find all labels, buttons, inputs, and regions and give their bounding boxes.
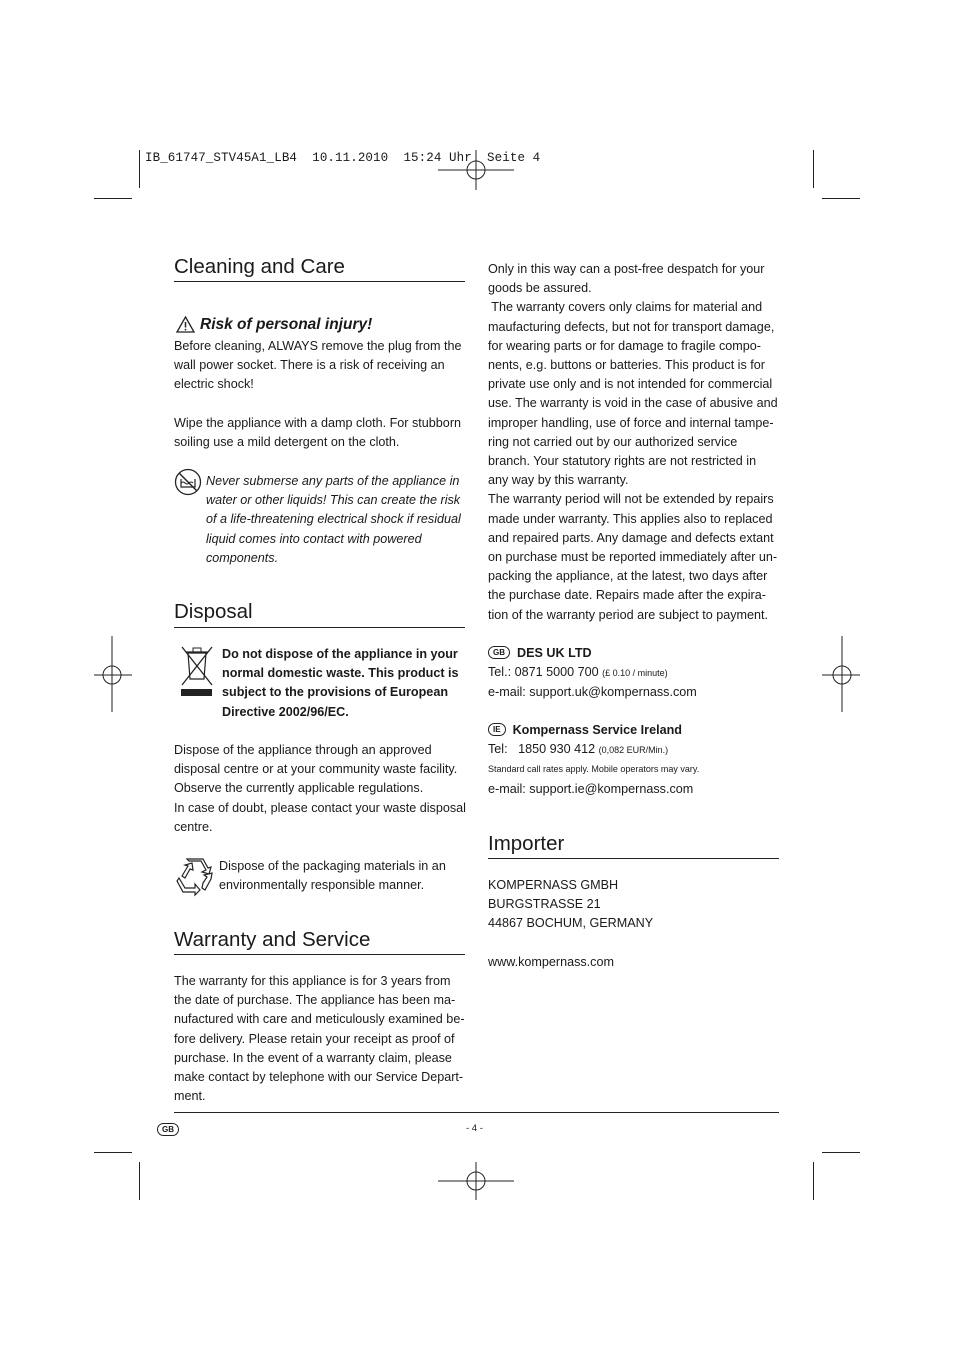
warning-text: Before cleaning, ALWAYS remove the plug from the wall power socket. There is a risk of receiving an electric shock! [174,339,462,392]
disposal-heading: Disposal [174,600,253,623]
packaging-disposal-text: Dispose of the packaging materials in an environmentally responsible manner. [219,859,446,893]
uk-email: e-mail: support.uk@kompernass.com [488,685,697,700]
print-slug-line: IB_61747_STV45A1_LB4 10.11.2010 15:24 Uhr Seite 4 [145,151,541,165]
ie-service-name: Kompernass Service Ireland [512,723,682,737]
heading-rule [174,627,465,628]
uk-phone: Tel.: 0871 5000 700 [488,665,603,680]
gb-country-badge: GB [488,646,510,659]
heading-rule [174,281,465,282]
warranty-text: The warranty for this appliance is for 3 years from the date of purchase. The appliance has been ma- nufactured with care and meticulously examined be- fore delivery. Please retain your receipt as proof of purchase. In the event of a warranty claim, please make contact by telephone with our Service Depart- ment. [174,974,465,1104]
importer-website: www.kompernass.com [488,955,614,969]
ie-phone-rate: (0,082 EUR/Min.) [598,745,669,756]
disposal-text: Dispose of the appliance through an approved disposal centre or at your community waste facility. Observe the currently applicable regulations. In case of doubt, please contact your waste disposal centre. [174,743,466,834]
warranty-continued-text: Only in this way can a post-free despatch for your goods be assured. The warranty covers only claims for material and maufacturing defects, but not for transport damage, for wearing parts or for damage to fragile compo- nents, e.g. buttons or batteries. This product is for private use only and is not intended for commercial use. The warranty is void in the case of abusive and improper handling, use of force and internal tampe- ring not carried out by our authorized service branch. Your statutory rights are not restricted in any way by this warranty. The warranty period will not be extended by repairs made under warranty. This applies also to replaced and repaired parts. Any damage and defects extant on purchase must be reported immediately after un- packing the appliance, at the latest, two days after the purchase date. Repairs made after the expira- tion of the warranty period are subject to payment. [488,262,778,622]
ie-phone: Tel: 1850 930 412 [488,742,599,757]
ie-service-contact [488,721,788,799]
uk-phone-rate: (£ 0.10 / minute) [602,668,668,679]
call-rates-note: Standard call rates apply. Mobile operators may vary. [488,764,700,775]
footer-country-badge: GB [157,1121,179,1139]
importer-address: KOMPERNASS GMBH BURGSTRASSE 21 44867 BOCHUM, GERMANY [488,878,654,931]
recycle-icon [176,857,214,900]
crossed-bin-icon [180,645,214,704]
weee-notice: Do not dispose of the appliance in your normal domestic waste. This product is subject to the provisions of European Directive 2002/96/EC. [222,647,459,719]
ie-country-badge: IE [488,723,506,736]
warning-triangle-icon [176,316,195,338]
submerse-warning-text: Never submerse any parts of the appliance in water or other liquids! This can create the risk of a life-threatening electrical shock if residual liquid comes into contact with powered components. [206,474,461,565]
importer-heading: Importer [488,832,565,855]
no-submerse-icon [174,468,202,501]
warning-heading: Risk of personal injury! [200,316,373,333]
cleaning-heading: Cleaning and Care [174,255,345,278]
page-number: - 4 - [466,1123,483,1134]
heading-rule [174,954,465,955]
ie-email: e-mail: support.ie@kompernass.com [488,781,694,796]
wipe-text: Wipe the appliance with a damp cloth. For stubborn soiling use a mild detergent on the cloth. [174,416,462,450]
uk-service-contact [488,644,788,703]
heading-rule [488,858,779,859]
uk-service-name: DES UK LTD [517,646,592,660]
warranty-heading: Warranty and Service [174,928,371,951]
footer-rule [174,1112,779,1113]
